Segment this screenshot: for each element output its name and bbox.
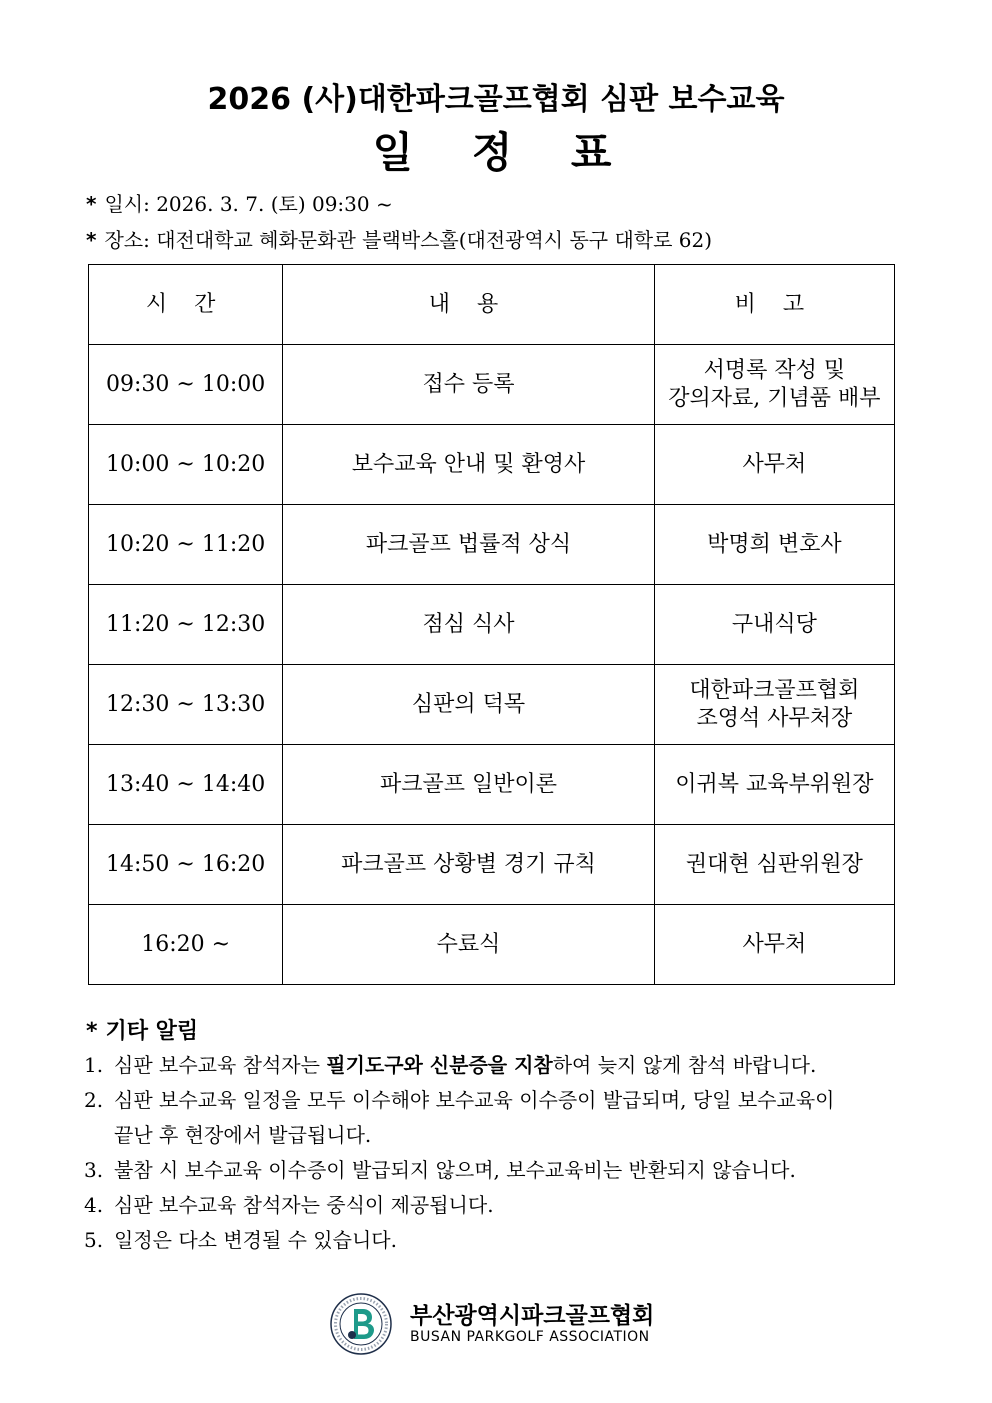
header-content: 내 용 xyxy=(283,265,654,345)
note-text: 일정은 다소 변경될 수 있습니다. xyxy=(114,1228,397,1252)
notes-heading xyxy=(86,1014,198,1045)
table-row xyxy=(89,745,895,825)
cell-note xyxy=(654,585,894,665)
cell-time: 14:50 ~ 16:20 xyxy=(89,825,283,905)
cell-time: 12:30 ~ 13:30 xyxy=(89,665,283,745)
notes-heading-text: 기타 알림 xyxy=(105,1018,199,1044)
cell-note xyxy=(654,825,894,905)
table-header-row xyxy=(89,265,895,345)
cell-note-line: 서명록 작성 및 xyxy=(703,357,846,383)
table-row xyxy=(89,665,895,745)
note-text: 심판 보수교육 참석자는 xyxy=(114,1053,327,1077)
note-emphasis: 필기도구와 신분증을 지참 xyxy=(326,1053,553,1077)
list-item xyxy=(84,1083,904,1153)
schedule-table xyxy=(88,264,895,985)
cell-time: 16:20 ~ xyxy=(89,905,283,985)
info-date-text: 일시: 2026. 3. 7. (토) 09:30 ~ xyxy=(104,192,393,216)
asterisk-icon: * xyxy=(86,228,97,252)
cell-note-line: 권대현 심판위원장 xyxy=(685,851,863,877)
cell-note-line: 박명희 변호사 xyxy=(707,531,842,557)
busan-parkgolf-emblem-icon xyxy=(330,1293,392,1355)
list-item xyxy=(84,1188,904,1223)
cell-content: 파크골프 법률적 상식 xyxy=(283,505,654,585)
note-text: 심판 보수교육 참석자는 중식이 제공됩니다. xyxy=(114,1193,494,1217)
note-number: 3. xyxy=(84,1158,104,1182)
cell-time: 10:20 ~ 11:20 xyxy=(89,505,283,585)
cell-content: 심판의 덕목 xyxy=(283,665,654,745)
cell-content: 접수 등록 xyxy=(283,345,654,425)
note-number: 2. xyxy=(84,1088,104,1112)
note-continuation: 끝난 후 현장에서 발급됩니다. xyxy=(114,1123,372,1147)
org-name-en: BUSAN PARKGOLF ASSOCIATION xyxy=(410,1329,650,1345)
cell-content: 보수교육 안내 및 환영사 xyxy=(283,425,654,505)
header-time: 시 간 xyxy=(89,265,283,345)
table-row xyxy=(89,905,895,985)
document-title: 2026 (사)대한파크골프협회 심판 보수교육 xyxy=(207,82,785,117)
cell-note xyxy=(654,665,894,745)
cell-time: 13:40 ~ 14:40 xyxy=(89,745,283,825)
cell-note xyxy=(654,505,894,585)
cell-note-line: 사무처 xyxy=(742,451,807,477)
org-name-ko: 부산광역시파크골프협회 xyxy=(410,1303,655,1329)
cell-note-line: 조영석 사무처장 xyxy=(696,705,853,731)
document-subtitle: 일 정 표 xyxy=(372,128,634,177)
table-row xyxy=(89,505,895,585)
note-number: 5. xyxy=(84,1228,104,1252)
schedule-body xyxy=(89,345,895,985)
notes-list xyxy=(84,1048,904,1258)
cell-note-line: 강의자료, 기념품 배부 xyxy=(668,385,881,411)
cell-time: 09:30 ~ 10:00 xyxy=(89,345,283,425)
note-number: 4. xyxy=(84,1193,104,1217)
note-text: 불참 시 보수교육 이수증이 발급되지 않으며, 보수교육비는 반환되지 않습니다. xyxy=(114,1158,796,1182)
cell-note-line: 대한파크골프협회 xyxy=(689,677,860,703)
note-number: 1. xyxy=(84,1053,104,1077)
asterisk-icon: * xyxy=(86,1019,98,1044)
cell-note xyxy=(654,345,894,425)
cell-note xyxy=(654,905,894,985)
cell-content: 파크골프 일반이론 xyxy=(283,745,654,825)
cell-note xyxy=(654,425,894,505)
list-item xyxy=(84,1048,904,1083)
table-row xyxy=(89,825,895,905)
table-row xyxy=(89,345,895,425)
list-item xyxy=(84,1223,904,1258)
cell-note-line: 사무처 xyxy=(742,931,807,957)
footer xyxy=(330,1293,670,1357)
list-item xyxy=(84,1153,904,1188)
cell-content: 점심 식사 xyxy=(283,585,654,665)
table-row xyxy=(89,585,895,665)
cell-note-line: 구내식당 xyxy=(731,611,817,637)
note-text: 심판 보수교육 일정을 모두 이수해야 보수교육 이수증이 발급되며, 당일 보수교육이 xyxy=(114,1088,835,1112)
asterisk-icon: * xyxy=(86,192,97,216)
header-note: 비 고 xyxy=(654,265,894,345)
cell-note xyxy=(654,745,894,825)
cell-content: 수료식 xyxy=(283,905,654,985)
info-date xyxy=(86,188,393,217)
note-text-tail: 하여 늦지 않게 참석 바랍니다. xyxy=(552,1053,817,1077)
cell-content: 파크골프 상황별 경기 규칙 xyxy=(283,825,654,905)
cell-time: 11:20 ~ 12:30 xyxy=(89,585,283,665)
cell-time: 10:00 ~ 10:20 xyxy=(89,425,283,505)
info-place xyxy=(86,224,712,253)
table-row xyxy=(89,425,895,505)
cell-note-line: 이귀복 교육부위원장 xyxy=(675,771,874,797)
info-place-text: 장소: 대전대학교 혜화문화관 블랙박스홀(대전광역시 동구 대학로 62) xyxy=(104,228,713,252)
